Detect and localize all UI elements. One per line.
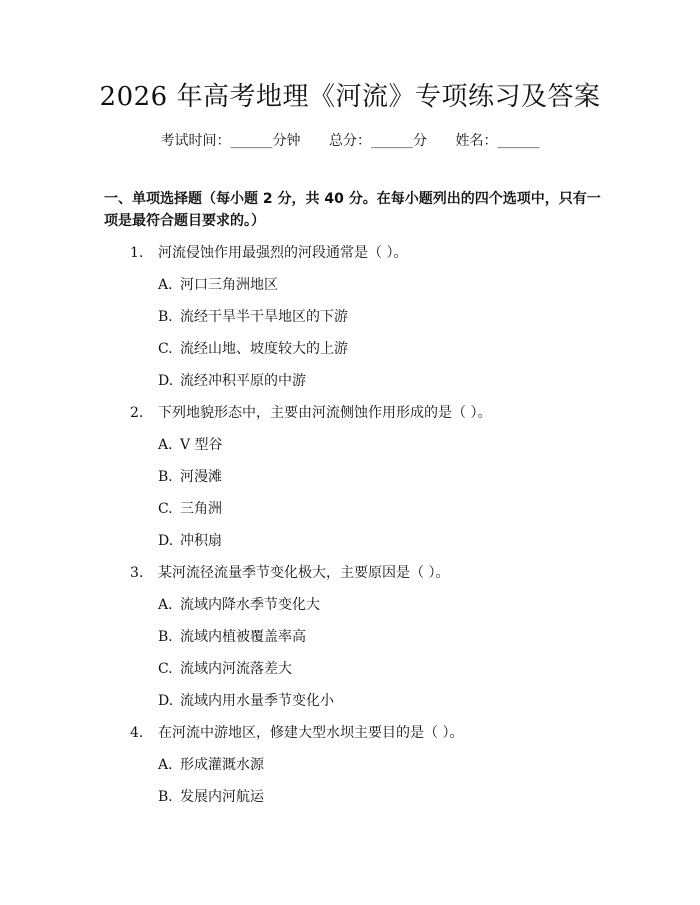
question-list xyxy=(0,243,700,819)
question-text: 某河流径流量季节变化极大，主要原因是（ ）。 xyxy=(158,565,450,581)
option-letter: D. xyxy=(158,373,174,389)
question-2-option-d xyxy=(0,531,700,563)
question-1-option-d xyxy=(0,371,700,403)
question-text: 下列地貌形态中，主要由河流侧蚀作用形成的是（ ）。 xyxy=(158,405,492,421)
option-letter: A. xyxy=(158,277,173,293)
option-text: 冲积扇 xyxy=(180,533,222,549)
section-heading: 一、单项选择题（每小题 2 分，共 40 分。在每小题列出的四个选项中，只有一项是最符合题目要求的。） xyxy=(104,191,601,229)
option-text: 流经干旱半干旱地区的下游 xyxy=(180,309,348,325)
question-number: 4. xyxy=(130,725,144,741)
option-letter: A. xyxy=(158,757,173,773)
question-1 xyxy=(0,243,700,275)
page-title: 2026 年高考地理《河流》专项练习及答案 xyxy=(99,82,601,112)
question-number: 2. xyxy=(130,405,144,421)
question-3-option-b xyxy=(0,627,700,659)
option-text: 流域内用水量季节变化小 xyxy=(180,693,334,709)
question-4 xyxy=(0,723,700,755)
option-letter: B. xyxy=(158,469,173,485)
option-text: 流域内植被覆盖率高 xyxy=(180,629,306,645)
question-3-option-d xyxy=(0,691,700,723)
option-letter: B. xyxy=(158,309,173,325)
question-1-option-a xyxy=(0,275,700,307)
option-text: 三角洲 xyxy=(180,501,222,517)
question-text: 在河流中游地区，修建大型水坝主要目的是（ ）。 xyxy=(158,725,464,741)
option-text: V 型谷 xyxy=(180,437,223,453)
option-letter: B. xyxy=(158,629,173,645)
question-2-option-b xyxy=(0,467,700,499)
option-text: 形成灌溉水源 xyxy=(180,757,264,773)
option-text: 河口三角洲地区 xyxy=(180,277,278,293)
question-2-option-a xyxy=(0,435,700,467)
exam-info-line xyxy=(0,131,700,151)
question-3-option-c xyxy=(0,659,700,691)
question-4-option-a xyxy=(0,755,700,787)
question-1-option-b xyxy=(0,307,700,339)
question-3-option-a xyxy=(0,595,700,627)
option-letter: A. xyxy=(158,437,173,453)
question-number: 3. xyxy=(130,565,144,581)
option-text: 流域内降水季节变化大 xyxy=(180,597,320,613)
total-score-field: 总分：______分 xyxy=(329,133,427,149)
question-text: 河流侵蚀作用最强烈的河段通常是（ ）。 xyxy=(158,245,408,261)
student-name-field: 姓名：______ xyxy=(455,133,540,149)
option-text: 流域内河流落差大 xyxy=(180,661,292,677)
question-3 xyxy=(0,563,700,595)
question-2 xyxy=(0,403,700,435)
question-2-option-c xyxy=(0,499,700,531)
option-text: 河漫滩 xyxy=(180,469,222,485)
exam-time-field: 考试时间：______分钟 xyxy=(160,133,301,149)
option-letter: A. xyxy=(158,597,173,613)
option-letter: D. xyxy=(158,533,174,549)
option-letter: B. xyxy=(158,789,173,805)
question-4-option-b xyxy=(0,787,700,819)
option-letter: C. xyxy=(158,501,173,517)
option-text: 流经冲积平原的中游 xyxy=(180,373,306,389)
option-text: 发展内河航运 xyxy=(180,789,264,805)
option-text: 流经山地、坡度较大的上游 xyxy=(180,341,348,357)
option-letter: D. xyxy=(158,693,174,709)
question-1-option-c xyxy=(0,339,700,371)
option-letter: C. xyxy=(158,341,173,357)
question-number: 1. xyxy=(130,245,144,261)
option-letter: C. xyxy=(158,661,173,677)
